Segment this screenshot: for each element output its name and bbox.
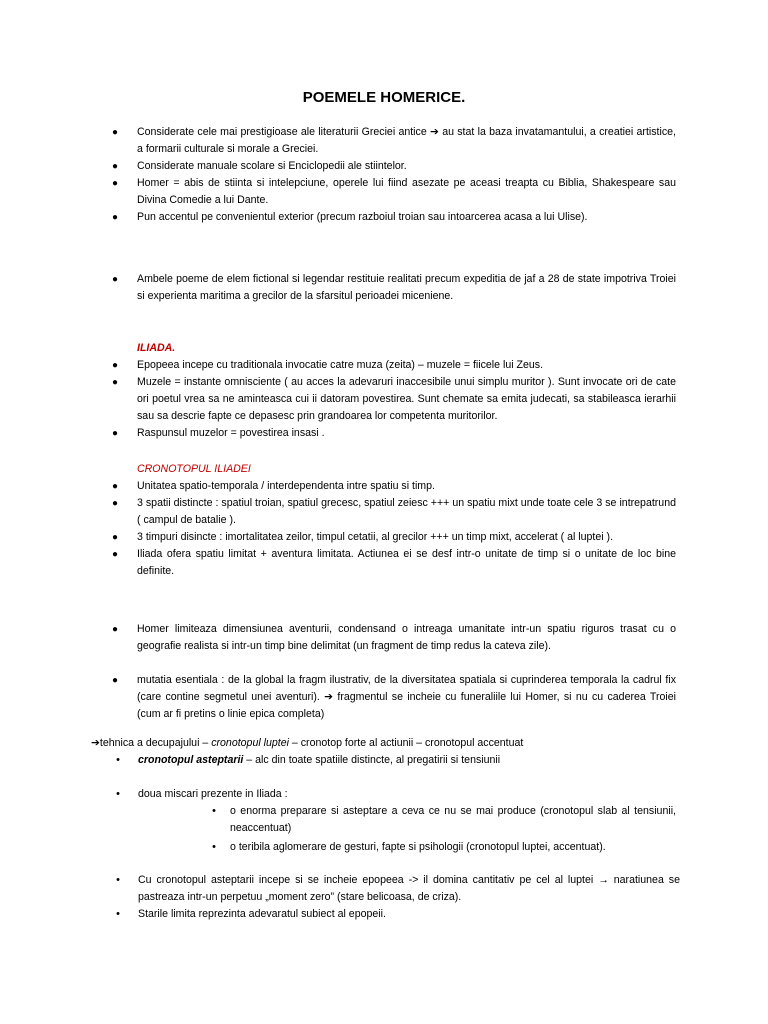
arrow-icon: ➔ xyxy=(91,737,100,749)
homer-list xyxy=(110,621,676,655)
doua-list xyxy=(114,786,680,803)
bullet-icon: ● xyxy=(112,481,119,492)
bullet-icon: ● xyxy=(112,549,119,560)
bullet-icon: ● xyxy=(112,675,119,686)
list-item: ● Iliada ofera spatiu limitat + aventura limitata. Actiunea ei se desf intr-o unitate de timp si o unitate de loc bine definite. xyxy=(112,548,676,577)
list-item: • Cu cronotopul asteptarii incepe si se incheie epopeea -> il domina cantitativ pe cel al luptei → naratiunea se pastreaza intr-un perpetuu „moment zero” (stare belicoasa, de criza). xyxy=(116,874,680,903)
bullet-icon: ● xyxy=(112,274,119,285)
bullet-icon: • xyxy=(116,908,120,920)
cronotop-section xyxy=(110,461,676,580)
list-item: ● Pun accentul pe convenientul exterior (precum razboiul troian sau intoarcerea acasa a lui Ulise). xyxy=(110,209,676,226)
list-item: ● Unitatea spatio-temporala / interdependenta intre spatiu si timp. xyxy=(110,478,676,495)
list-item: • o teribila aglomerare de gesturi, fapte si psihologii (cronotopul luptei, accentuat). xyxy=(210,839,676,856)
bullet-icon: • xyxy=(116,788,120,800)
poems-list xyxy=(110,271,676,305)
list-item: • doua miscari prezente in Iliada : xyxy=(114,786,680,803)
bullet-icon: • xyxy=(212,805,216,817)
mutatia-list xyxy=(110,672,676,723)
list-item: ● Homer = abis de stiinta si intelepciune, operele lui fiind asezate pe aceasi treapta cu Biblia, Shakespeare sau Divina Comedie a lui Dante. xyxy=(112,177,676,206)
list-item: ● Muzele = instante omnisciente ( au acces la adevaruri inaccesibile unui simplu muritor ). Sunt invocate ori de cate ori poetul vrea sa ne aminteasca cui ii datoram povestirea. Sunt chemate sa emita judecati, sa stabileasca ierarhii sau sa descrie fapte ce depasesc prin grandoarea lor competenta muritorilor. xyxy=(112,376,676,422)
list-item: • Starile limita reprezinta adevaratul subiect al epopeii. xyxy=(114,906,680,923)
bullet-icon: ● xyxy=(112,624,119,635)
asteptarii-list xyxy=(114,752,680,769)
bullet-icon: ● xyxy=(112,178,119,189)
list-item: ● Considerate manuale scolare si Enciclopedii ale stiintelor. xyxy=(110,158,676,175)
bullet-icon: ● xyxy=(112,212,119,223)
bullet-icon: ● xyxy=(112,360,119,371)
bullet-icon: ● xyxy=(112,377,119,388)
intro-list xyxy=(110,124,676,226)
bullet-icon: ● xyxy=(112,498,119,509)
section-heading: ILIADA. xyxy=(137,342,176,354)
tehnica-line: ➔tehnica a decupajului – cronotopul luptei – cronotop forte al actiunii – cronotopul accentuat xyxy=(91,737,524,749)
bullet-icon: ● xyxy=(112,161,119,172)
page-title: POEMELE HOMERICE. xyxy=(302,89,466,106)
list-item: ● Considerate cele mai prestigioase ale literaturii Greciei antice ➔ au stat la baza invatamantului, a creatiei artistice, a formarii culturale si morale a Greciei. xyxy=(112,126,676,155)
list-item: ● Homer limiteaza dimensiunea aventurii, condensand o intreaga umanitate intr-un spatiu riguros trasat cu o geografie realista si intr-un timp bine delimitat (un fragment de timp redus la cateva zile). xyxy=(112,623,676,652)
list-item: • o enorma preparare si asteptare a ceva ce nu se mai produce (cronotopul slab al tensiunii, neaccentuat) xyxy=(212,805,676,834)
section-heading: CRONOTOPUL ILIADEI xyxy=(137,463,251,475)
bullet-icon: ● xyxy=(112,532,119,543)
arrow-icon: ➔ xyxy=(324,691,334,703)
bullet-icon: • xyxy=(116,874,120,886)
arrow-icon: ➔ xyxy=(430,126,439,138)
bullet-icon: • xyxy=(116,754,120,766)
list-item: • cronotopul asteptarii – alc din toate spatiile distincte, al pregatirii si tensiunii xyxy=(114,752,680,769)
list-item: ● Ambele poeme de elem fictional si legendar restituie realitati precum expeditia de jaf a 28 de state impotriva Troiei si experienta maritima a grecilor de la sfarsitul perioadei miceniene. xyxy=(112,273,676,302)
bullet-icon: ● xyxy=(112,428,119,439)
bullet-icon: ● xyxy=(112,127,119,138)
list-item: ● Epopeea incepe cu traditionala invocatie catre muza (zeita) – muzele = fiicele lui Zeus. xyxy=(110,357,676,374)
list-item: ● Raspunsul muzelor = povestirea insasi . xyxy=(110,425,676,442)
bullet-icon: • xyxy=(212,841,216,853)
final-list xyxy=(114,872,680,923)
iliada-section xyxy=(110,340,676,442)
list-item: ● 3 spatii distincte : spatiul troian, spatiul grecesc, spatiul zeiesc +++ un spatiu mixt unde toate cele 3 se intrepatrund ( campul de batalie ). xyxy=(112,497,676,526)
doua-sublist xyxy=(210,803,676,856)
list-item: ● 3 timpuri disincte : imortalitatea zeilor, timpul cetatii, al grecilor +++ un timp mixt, accelerat ( al luptei ). xyxy=(110,529,676,546)
list-item: ● mutatia esentiala : de la global la fragm ilustrativ, de la diversitatea spatiala si cuprinderea temporala la cadrul fix (care contine segmetul unei aventuri). ➔ fragmentul se incheie cu funeraliile lui Homer, si nu cu caderea Troiei (cum ar fi pretins o linie epica completa) xyxy=(112,674,677,720)
